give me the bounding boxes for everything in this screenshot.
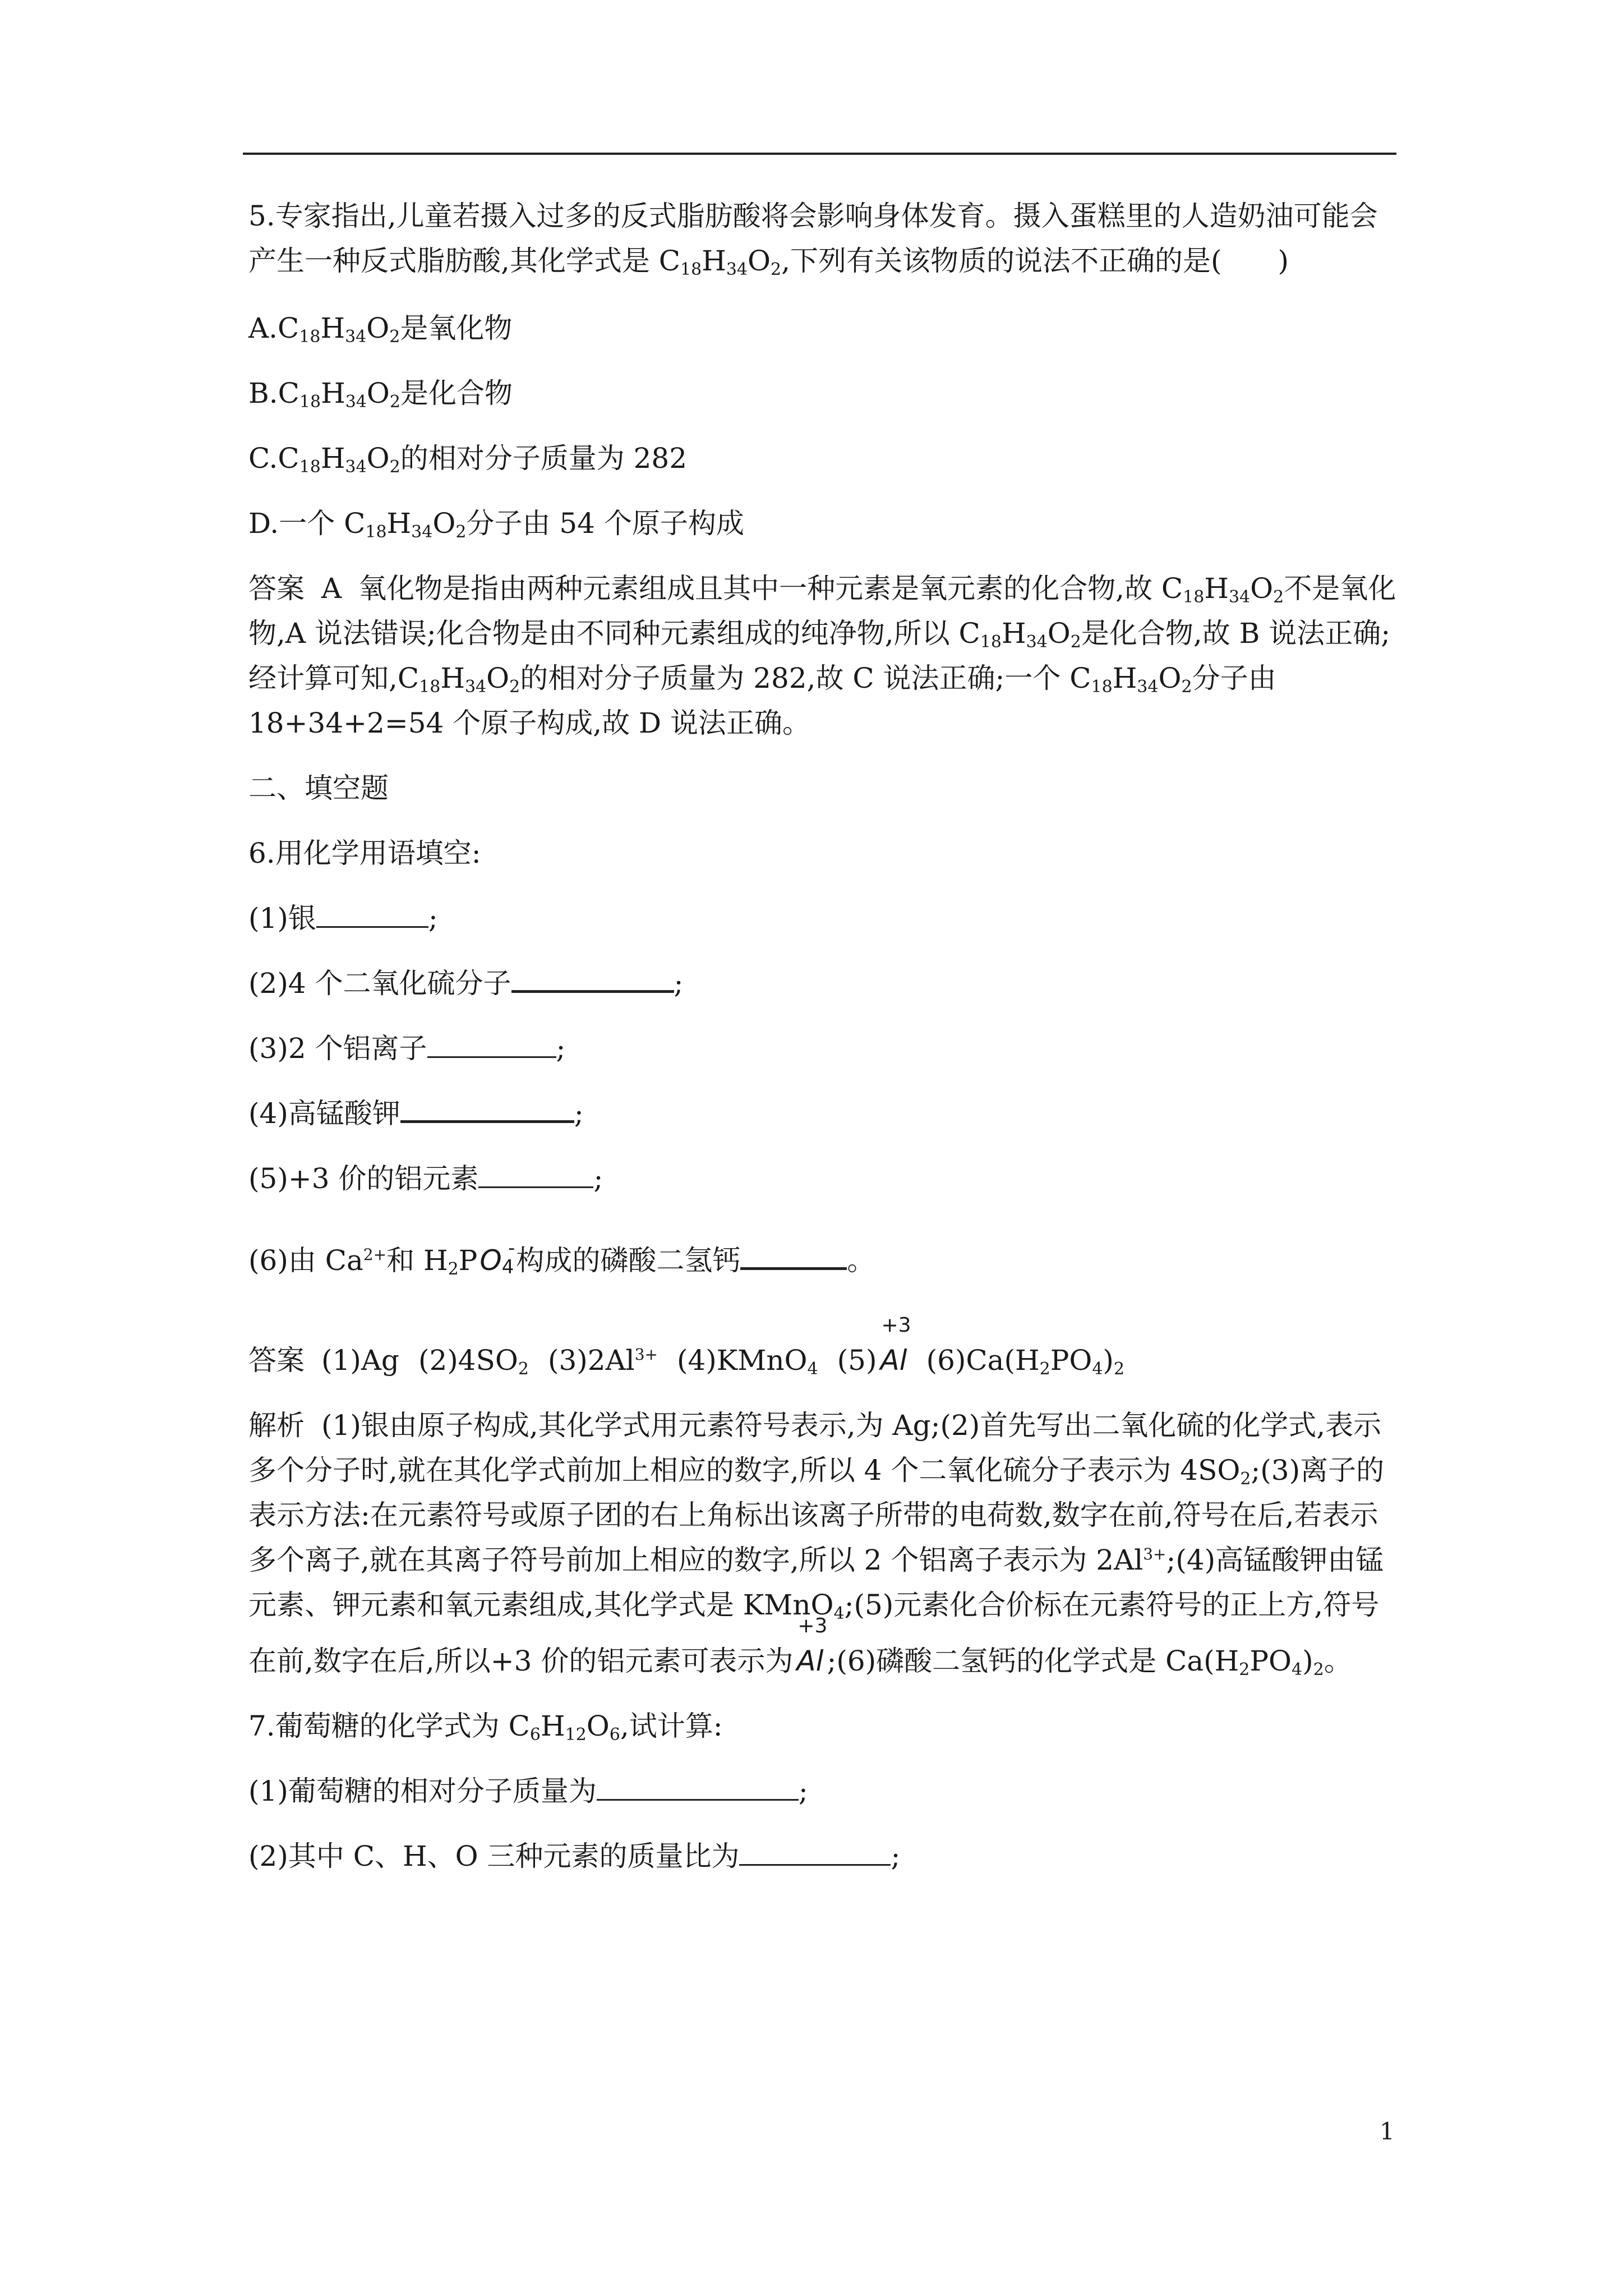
subscript: 4 [833,1604,845,1623]
item-text: P [458,1244,478,1277]
subscript: 2 [1181,677,1192,697]
formula-part: H [320,312,345,344]
analysis-label: 解析 [248,1409,305,1442]
q7-stem-tail: ,试计算: [620,1710,723,1742]
answer-text: 不是氧化物,A 说法错误;化合物是由不同种元素组成的纯净物,所以 C [248,572,1396,650]
subscript: 18 [1183,587,1205,607]
header-rule [243,153,1396,155]
item-text: (2)其中 C、H、O 三种元素的质量比为 [248,1840,740,1872]
answer-item: (5) [837,1344,877,1377]
formula-part: O [366,377,390,409]
subscript: 18 [365,522,387,542]
page-number: 1 [1380,2118,1395,2145]
subscript: 18 [1091,677,1113,697]
subscript: 2 [455,522,467,542]
punctuation: ; [891,1840,901,1872]
subscript: 12 [565,1725,587,1745]
subscript: 34 [726,260,748,279]
answer-item: (3)2Al [547,1344,635,1377]
answer-letter: A [321,572,342,605]
q5-option-b [248,371,1398,416]
item-text: (6)由 Ca [248,1244,363,1277]
subscript: 2 [448,1259,459,1279]
q6-item-5 [248,1156,1398,1201]
item-text: (1)葡萄糖的相对分子质量为 [248,1775,597,1807]
fill-blank[interactable] [427,1028,556,1058]
subscript: 2 [1313,1660,1324,1680]
formula-part: O [366,442,390,475]
valence-number: +3 [797,1614,828,1637]
analysis-text: ;(5)元素化合价标在元素符号的正上方,符号在前,数字在后,所以+3 价的铝元素可表示为 [248,1589,1380,1677]
option-label: C.C [248,442,299,475]
fill-blank[interactable] [511,962,674,993]
q6-item-2 [248,961,1398,1006]
subscript: 2 [1239,1660,1250,1680]
item-text: (3)2 个铝离子 [248,1032,427,1065]
q5-stem [248,194,1398,283]
option-text: 是氧化物 [400,312,513,344]
item-text: (1)银 [248,902,316,935]
subscript: 2 [509,677,520,697]
formula-part: O [366,312,390,344]
answer-text: 分子由 18+34+2=54 个原子构成,故 D 说法正确。 [248,662,1276,739]
item-text: (4)高锰酸钾 [248,1097,400,1130]
q6-item-6 [248,1238,1398,1290]
q6-stem: 6.用化学用语填空: [248,837,481,869]
charge-superscript: 3+ [634,1345,658,1364]
option-text: 是化合物 [400,377,513,409]
subscript: 34 [1228,587,1251,607]
subscript: 2 [1039,1359,1050,1379]
q5-stem-tail: ,下列有关该物质的说法不正确的是( ) [781,245,1289,277]
subscript: 34 [345,392,367,412]
charge-superscript: - [508,1237,515,1259]
subscript: 2 [1070,632,1081,652]
subscript: 34 [345,457,367,477]
formula-part: PO [1249,1645,1292,1677]
element-symbol: Al [796,1645,824,1677]
subscript: 2 [389,457,400,477]
punctuation: ; [798,1775,808,1807]
fill-blank[interactable] [400,1092,574,1123]
q7-stem-text: 7.葡萄糖的化学式为 C [248,1710,530,1742]
subscript: 4 [1291,1660,1303,1680]
option-text: 的相对分子质量为 282 [400,442,688,475]
formula-part: O [748,245,771,277]
analysis-text: ;(6)磷酸二氢钙的化学式是 Ca(H [827,1645,1239,1677]
punctuation: 。 [1324,1645,1352,1677]
subscript: 34 [464,677,487,697]
q5-option-a [248,306,1398,351]
q6-answer [248,1314,1398,1383]
q5-stem-text: 5.专家指出,儿童若摄入过多的反式脂肪酸将会影响身体发育。摄入蛋糕里的人造奶油可能会产生一种反式脂肪酸,其化学式是 C [248,200,1378,277]
answer-item: (1)Ag [321,1344,399,1377]
valence-glyph [796,1614,828,1683]
charge-superscript: 2+ [363,1245,387,1264]
item-text: (2)4 个二氧化硫分子 [248,967,511,1000]
subscript: 6 [609,1725,620,1745]
subscript: 2 [1240,1469,1251,1489]
subscript: 18 [980,632,1002,652]
subscript: 4 [807,1359,818,1379]
fill-blank[interactable] [740,1239,847,1270]
subscript: 18 [299,457,321,477]
subscript: 4 [1092,1359,1103,1379]
answer-text: 的相对分子质量为 282,故 C 说法正确;一个 C [520,662,1091,694]
punctuation: ; [428,902,438,935]
formula-part: ) [1302,1645,1313,1677]
formula-part: O [486,662,510,694]
q5-answer [248,566,1398,746]
element-symbol: Al [880,1344,907,1377]
subscript: 34 [411,522,433,542]
subscript: 2 [1113,1359,1125,1379]
analysis-text: (1)银由原子构成,其化学式用元素符号表示,为 Ag;(2)首先写出二氧化硫的化学式,表示多个分子时,就在其化学式前加上相应的数字,所以 4 个二氧化硫分子表示为 4SO [248,1409,1382,1487]
option-label: D.一个 C [248,507,366,540]
subscript: 18 [299,327,321,347]
q6-item-1 [248,896,1398,941]
q7-item-1 [248,1769,1398,1814]
formula-part: H [1204,572,1229,605]
subscript: 2 [1273,587,1284,607]
subscript: 34 [1026,632,1048,652]
item-text: 构成的磷酸二氢钙 [516,1244,741,1277]
formula-part: H [702,245,726,277]
formula-part: H [386,507,412,540]
fill-blank[interactable] [739,1836,891,1866]
formula-part: H [321,377,345,409]
option-text: 分子由 54 个原子构成 [466,507,744,540]
answer-item: (4)KMnO [676,1344,808,1377]
answer-text: 是化合物,故 B 说法正确;经计算可知,C [248,617,1391,694]
subscript: 18 [680,260,702,279]
spacer [248,1310,1398,1327]
punctuation: ; [574,1097,584,1130]
answer-label: 答案 [248,572,305,605]
formula-part: ) [1103,1344,1114,1377]
q6-analysis [248,1403,1398,1683]
analysis-text: ;(4)高锰酸钾由锰元素、钾元素和氧元素组成,其化学式是 KMnO [248,1544,1384,1621]
valence-number: +3 [881,1314,911,1337]
formula-part: O [586,1710,610,1742]
option-label: A.C [248,312,299,344]
subscript: 34 [1137,677,1159,697]
q7-stem [248,1704,1398,1749]
item-text: (5)+3 价的铝元素 [248,1162,479,1195]
punctuation: 。 [847,1244,875,1277]
formula-part: O [1250,572,1274,605]
subscript: 2 [389,327,400,347]
q6-item-4 [248,1091,1398,1136]
item-text: 和 H [386,1244,448,1277]
fill-blank[interactable] [597,1771,799,1801]
q7-item-2 [248,1834,1398,1879]
analysis-text: ;(3)离子的表示方法:在元素符号或原子团的右上角标出该离子所带的电荷数,数字在前,符号在后,若表示多个离子,就在其离子符号前加上相应的数字,所以 2 个铝离子表示为 2Al [248,1454,1385,1576]
spacer [248,1221,1398,1238]
q6-item-3 [248,1026,1398,1071]
valence-glyph [880,1314,911,1383]
formula-part: H [440,662,465,694]
subscript: 2 [518,1359,529,1379]
formula-part: H [1001,617,1026,650]
answer-item: (6)Ca(H [926,1344,1040,1377]
option-label: B.C [248,377,299,409]
formula-part: H [1112,662,1137,694]
answer-text: 氧化物是指由两种元素组成且其中一种元素是氧元素的化合物,故 C [358,572,1183,605]
fill-blank[interactable] [316,898,428,928]
subscript: 2 [771,260,782,279]
formula-part: H [320,442,345,475]
subscript: 4 [501,1256,514,1278]
subscript: 18 [419,677,441,697]
formula-part: O [432,507,456,540]
subscript: 34 [345,327,367,347]
q5-option-d [248,501,1398,546]
charge-superscript: 3+ [1143,1545,1166,1563]
formula-part: PO [1050,1344,1092,1377]
punctuation: ; [593,1162,603,1195]
section-title: 二、填空题 [248,772,389,804]
punctuation: ; [556,1032,566,1065]
subscript: 6 [529,1725,541,1745]
formula-part: O [1047,617,1071,650]
formula-part: H [540,1710,565,1742]
fill-blank[interactable] [478,1158,593,1188]
phosphate-ion-glyph [479,1238,514,1290]
q5-option-c [248,436,1398,481]
answer-item: (2)4SO [418,1344,518,1377]
punctuation: ; [674,967,684,1000]
subscript: 2 [389,392,400,412]
formula-part: O [1158,662,1182,694]
answer-label: 答案 [248,1344,305,1377]
subscript: 18 [299,392,321,412]
document-body [248,194,1398,1899]
formula-part: O [479,1244,502,1277]
